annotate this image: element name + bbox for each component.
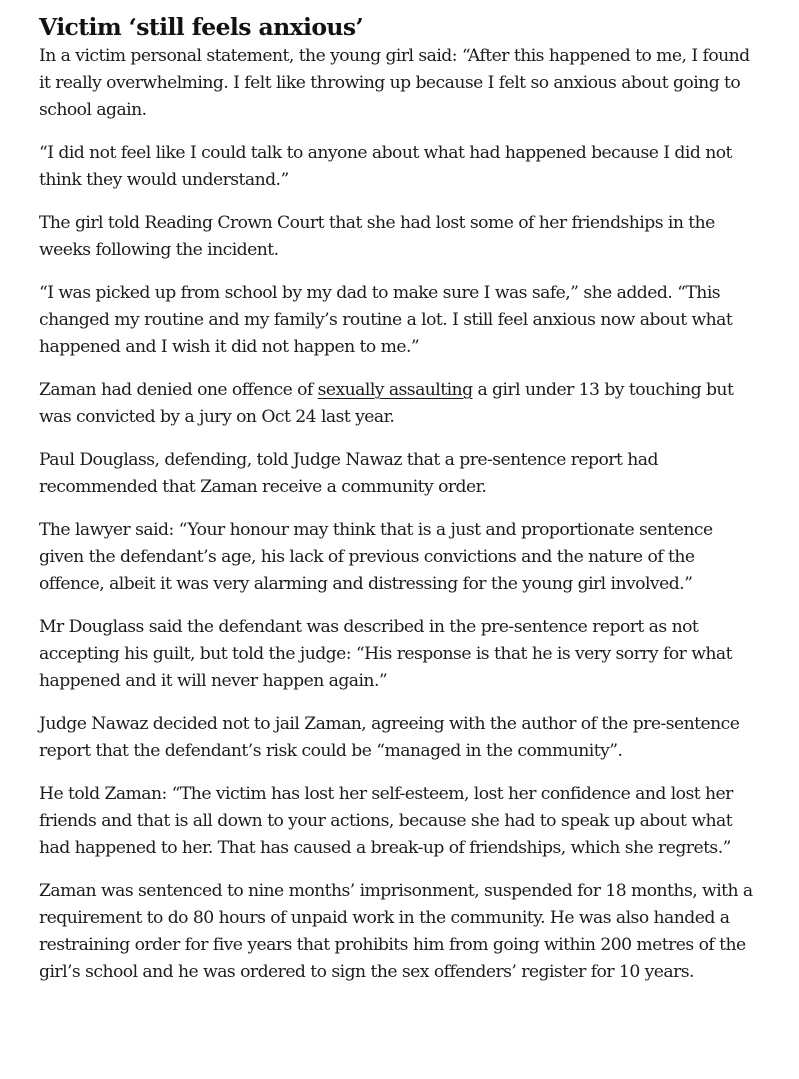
section-heading: Victim ‘still feels anxious’ (39, 13, 364, 41)
article-body (39, 12, 759, 1002)
paragraph-9: Judge Nawaz decided not to jail Zaman, agreeing with the author of the pre-sentence report that the defendant’s risk could be “managed in the community”. (39, 714, 740, 761)
paragraph-10: He told Zaman: “The victim has lost her self-esteem, lost her confidence and lost her friends and that is all down to your actions, because she had to speak up about what had happened to her. That has caused a break-up of friendships, which she regrets.” (39, 784, 733, 858)
paragraph-8: Mr Douglass said the defendant was described in the pre-sentence report as not accepting his guilt, but told the judge: “His response is that he is very sorry for what happened and it will never happen again.” (39, 617, 732, 691)
paragraph-7: The lawyer said: “Your honour may think that is a just and proportionate sentence given the defendant’s age, his lack of previous convictions and the nature of the offence, albeit it was very alarming and distressing for the young girl involved.” (39, 520, 713, 594)
sexually-assaulting-link[interactable]: sexually assaulting (317, 380, 473, 400)
paragraph-5-before: Zaman had denied one offence of (39, 380, 318, 400)
paragraph-6: Paul Douglass, defending, told Judge Nawaz that a pre-sentence report had recommended that Zaman receive a community order. (39, 450, 658, 497)
paragraph-4: “I was picked up from school by my dad to make sure I was safe,” she added. “This changed my routine and my family’s routine a lot. I still feel anxious now about what happened and I wish it did not happen to me.” (39, 283, 733, 357)
paragraph-1: In a victim personal statement, the young girl said: “After this happened to me, I found it really overwhelming. I felt like throwing up because I felt so anxious about going to school again. (39, 46, 750, 120)
paragraph-2: “I did not feel like I could talk to anyone about what had happened because I did not think they would understand.” (39, 143, 732, 190)
paragraph-5 (39, 377, 759, 431)
paragraph-11: Zaman was sentenced to nine months’ imprisonment, suspended for 18 months, with a requirement to do 80 hours of unpaid work in the community. He was also handed a restraining order for five years that prohibits him from going within 200 metres of the girl’s school and he was ordered to sign the sex offenders’ register for 10 years. (39, 881, 753, 982)
paragraph-5-after: a girl under 13 by touching but was convicted by a jury on Oct 24 last year. (39, 380, 734, 427)
paragraph-3: The girl told Reading Crown Court that she had lost some of her friendships in the weeks following the incident. (39, 213, 715, 260)
